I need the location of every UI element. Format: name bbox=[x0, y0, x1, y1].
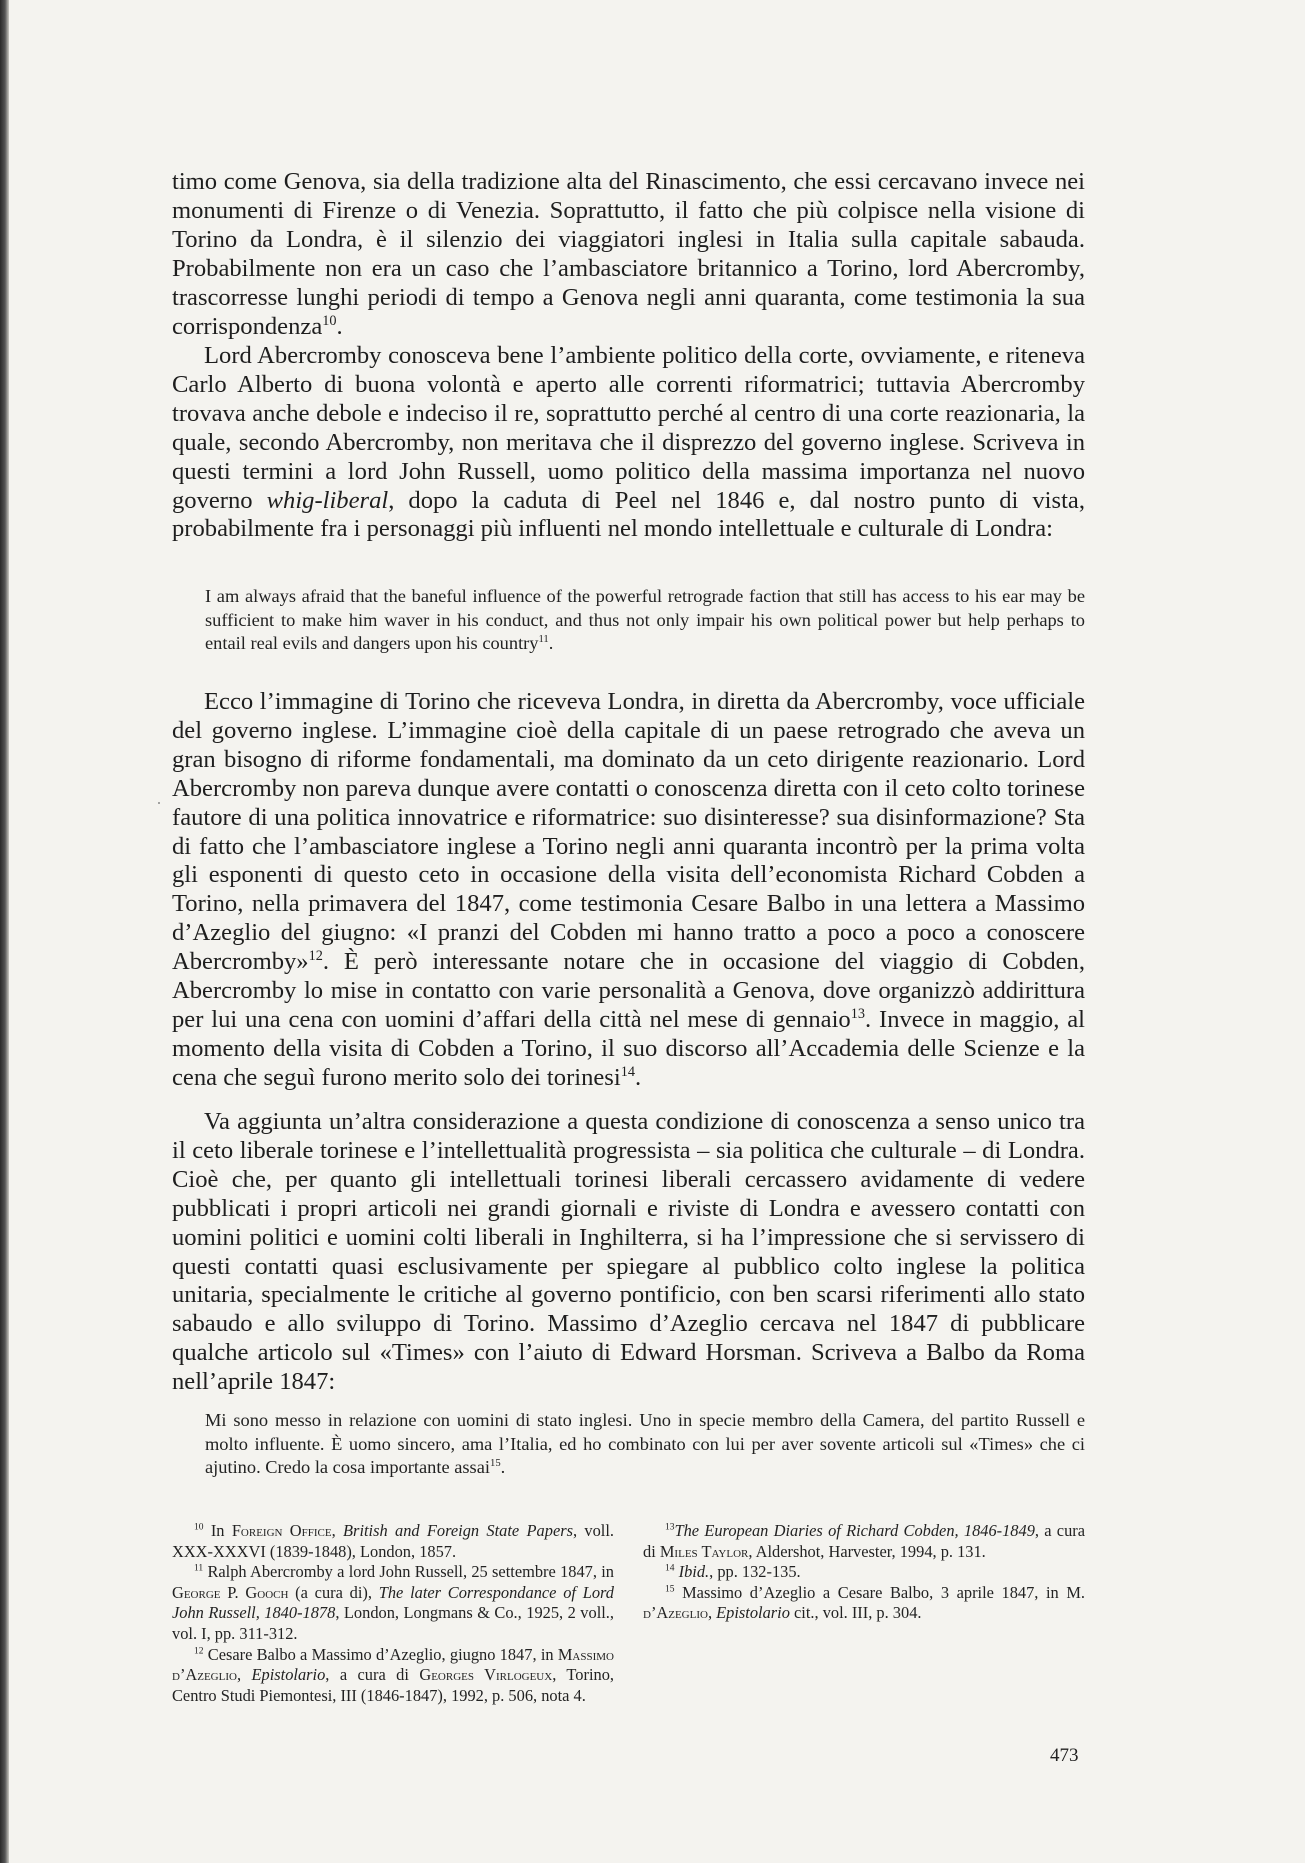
footnote-number: 10 bbox=[194, 1522, 204, 1533]
body-paragraph-2 bbox=[172, 342, 1085, 544]
footnote-number: 13 bbox=[665, 1522, 675, 1533]
footnote-author: Massimo d’Azeglio bbox=[172, 1644, 614, 1685]
footnote-author: George P. Gooch bbox=[172, 1582, 289, 1602]
footnote-text: , Torino, Centro Studi Piemontesi, III (1846-1847), 1992, p. 506, nota 4. bbox=[172, 1665, 614, 1705]
footnote-ref-10: 10 bbox=[322, 312, 337, 329]
page-number: 473 bbox=[1050, 1745, 1079, 1766]
footnote-text: , bbox=[236, 1665, 252, 1685]
footnote-text: (a cura di), bbox=[288, 1582, 379, 1602]
footnote-title: Epistolario bbox=[251, 1665, 326, 1685]
footnote-14 bbox=[643, 1562, 1085, 1583]
footnote-ref-12: 12 bbox=[308, 947, 323, 964]
footnote-13 bbox=[643, 1521, 1085, 1562]
quote-text: Mi sono messo in relazione con uomini di stato inglesi. Uno in specie membro della Camera, del partito Russell e molto influente. È uomo sincero, ama l’Italia, ed ho combinato con lui per aver sovente articoli sul «Times» che ci ajutino. Credo la cosa importante assai bbox=[205, 1410, 1085, 1478]
paragraph-text: . Invece in maggio, al momento della visita di Cobden a Torino, il suo discorso all’Accademia delle Scienze e la cena che seguì furono merito solo dei torinesi bbox=[172, 1005, 1085, 1091]
paragraph-text: . bbox=[336, 312, 343, 340]
footnote-number: 15 bbox=[665, 1584, 675, 1595]
footnote-text: Cesare Balbo a Massimo d’Azeglio, giugno 1847, in bbox=[203, 1644, 558, 1664]
footnote-number: 12 bbox=[194, 1646, 204, 1657]
footnote-ref-14: 14 bbox=[620, 1063, 635, 1080]
quote-text: I am always afraid that the baneful influence of the powerful retrograde faction that still has access to his ear may be sufficient to make him waver in his conduct, and thus not only impair his own political power but help perhaps to entail real evils and dangers upon his country bbox=[205, 586, 1085, 654]
paragraph-text: timo come Genova, sia della tradizione alta del Rinascimento, che essi cercavano invece nei monumenti di Firenze o di Venezia. Soprattutto, il fatto che più colpisce nella visione di Torino da Londra, è il silenzio dei viaggiatori inglesi in Italia sulla capitale sabauda. Probabilmente non era un caso che l’ambasciatore britannico a Torino, lord Abercromby, trascorresse lunghi periodi di tempo a Genova negli anni quaranta, come testimonia la sua corrispondenza bbox=[172, 168, 1085, 340]
footnote-editor: Georges Virlogeux bbox=[419, 1665, 553, 1685]
paragraph-text: Va aggiunta un’altra considerazione a questa condizione di conoscenza a senso unico tra il ceto liberale torinese e l’intellettualità progressista – sia politica che culturale – di Londra. Cioè che, per quanto gli intellettuali torinesi liberali cercassero avidamente di vedere pubblicati i propri articoli nei grandi giornali e riviste di Londra e avessero contatti con uomini politici e uomini colti liberali in Inghilterra, si ha l’impressione che si servissero di questi contatti quasi esclusivamente per spiegare al pubblico colto inglese la politica unitaria, specialmente le critiche al governo pontificio, con ben scarsi riferimenti allo stato sabaudo e allo sviluppo di Torino. Massimo d’Azeglio cercava nel 1847 di pubblicare qualche articolo sul «Times» con l’aiuto di Edward Horsman. Scriveva a Balbo da Roma nell’aprile 1847: bbox=[172, 1108, 1085, 1396]
footnote-text: In bbox=[203, 1521, 232, 1540]
footnote-text: cit., vol. III, p. 304. bbox=[789, 1603, 922, 1623]
footnote-editor: Miles Taylor bbox=[659, 1541, 749, 1561]
footnote-number: 14 bbox=[665, 1563, 675, 1574]
footnote-title: Epistolario bbox=[716, 1603, 790, 1623]
footnote-number: 11 bbox=[194, 1563, 204, 1574]
footnote-text: Massimo d’Azeglio a Cesare Balbo, 3 aprile 1847, in bbox=[674, 1582, 1067, 1602]
footnote-text: , a cura di bbox=[325, 1665, 420, 1685]
footnote-ref-13: 13 bbox=[850, 1005, 865, 1022]
footnote-text: , voll. XXX-XXXVI (1839-1848), London, 1857. bbox=[172, 1521, 615, 1561]
paragraph-text: Lord Abercromby conosceva bene l’ambiente politico della corte, ovviamente, e riteneva Carlo Alberto di buona volontà e aperto alle correnti riformatrici; tuttavia Abercromby trovava anche debole e indeciso il re, soprattutto perché al centro di una corte reazionaria, la quale, secondo Abercromby, non meritava che il disprezzo del governo inglese. Scriveva in questi termini a lord John Russell, uomo politico della massima importanza nel nuovo governo bbox=[172, 342, 1085, 514]
italic-term: whig-liberal bbox=[266, 486, 389, 514]
footnote-text: , Aldershot, Harvester, 1994, p. 131. bbox=[748, 1541, 986, 1561]
footnote-text: , pp. 132-135. bbox=[709, 1562, 801, 1582]
scan-speck bbox=[158, 802, 160, 804]
paragraph-text: Ecco l’immagine di Torino che riceveva Londra, in diretta da Abercromby, voce ufficiale del governo inglese. L’immagine cioè della capitale di un paese retrogrado che aveva un gran bisogno di riforme fondamentali, ma dominato da un ceto dirigente reazionario. Lord Abercromby non pareva dunque avere contatti o conoscenza diretta con il ceto colto torinese fautore di una politica innovatrice e riformatrice: suo disinteresse? sua disinformazione? Sta di fatto che l’ambasciatore inglese a Torino negli anni quaranta incontrò per la prima volta gli esponenti di questo ceto in occasione della visita dell’economista Richard Cobden a Torino, nella primavera del 1847, come testimonia Cesare Balbo in una lettera a Massimo d’Azeglio del giugno: «I pranzi del Cobden mi hanno tratto a poco a poco a conoscere Abercromby» bbox=[172, 688, 1085, 976]
paragraph-text: , dopo la caduta di Peel nel 1846 e, dal nostro punto di vista, probabilmente fra i personaggi più influenti nel mondo intellettuale e culturale di Londra: bbox=[172, 486, 1085, 543]
paragraph-text: . È però interessante notare che in occasione del viaggio di Cobden, Abercromby lo mise in contatto con varie personalità a Genova, dove organizzò addirittura per lui una cena con uomini d’affari della città nel mese di gennaio bbox=[172, 948, 1085, 1033]
footnote-text: Ralph Abercromby a lord John Russell, 25 settembre 1847, in bbox=[203, 1562, 614, 1582]
quote-text: . bbox=[500, 1457, 506, 1478]
footnote-title: Ibid. bbox=[678, 1562, 710, 1582]
page-binding-edge bbox=[0, 0, 9, 1863]
footnote-author: M. d’Azeglio bbox=[643, 1582, 1085, 1623]
block-quote-2 bbox=[205, 1409, 1085, 1480]
footnote-10 bbox=[172, 1521, 614, 1562]
footnote-ref-11: 11 bbox=[538, 633, 549, 646]
footnote-12 bbox=[172, 1645, 614, 1707]
body-paragraph-4 bbox=[172, 1108, 1085, 1397]
quote-text: . bbox=[548, 633, 554, 654]
footnote-text: , bbox=[331, 1521, 344, 1540]
block-quote-1 bbox=[205, 585, 1085, 656]
footnote-text: , bbox=[707, 1603, 717, 1623]
footnote-title: The later Correspondance of Lord John Russell, 1840-1878 bbox=[172, 1582, 614, 1623]
footnote-title: The European Diaries of Richard Cobden, 1846-1849 bbox=[674, 1521, 1035, 1540]
body-paragraph-1 bbox=[172, 168, 1085, 341]
footnote-title: British and Foreign State Papers bbox=[343, 1521, 573, 1540]
footnote-ref-15: 15 bbox=[489, 1457, 501, 1470]
footnote-15 bbox=[643, 1583, 1085, 1624]
footnotes bbox=[172, 1521, 1085, 1706]
footnotes-right-column bbox=[643, 1521, 1085, 1706]
footnote-11 bbox=[172, 1562, 614, 1644]
footnotes-left-column bbox=[172, 1521, 614, 1706]
paragraph-text: . bbox=[634, 1063, 642, 1091]
footnote-text: , London, Longmans & Co., 1925, 2 voll., vol. I, pp. 311-312. bbox=[172, 1603, 615, 1643]
body-paragraph-3 bbox=[172, 688, 1085, 1093]
footnote-author: Foreign Office bbox=[231, 1521, 332, 1540]
footnote-text: , a cura di bbox=[643, 1521, 1085, 1561]
